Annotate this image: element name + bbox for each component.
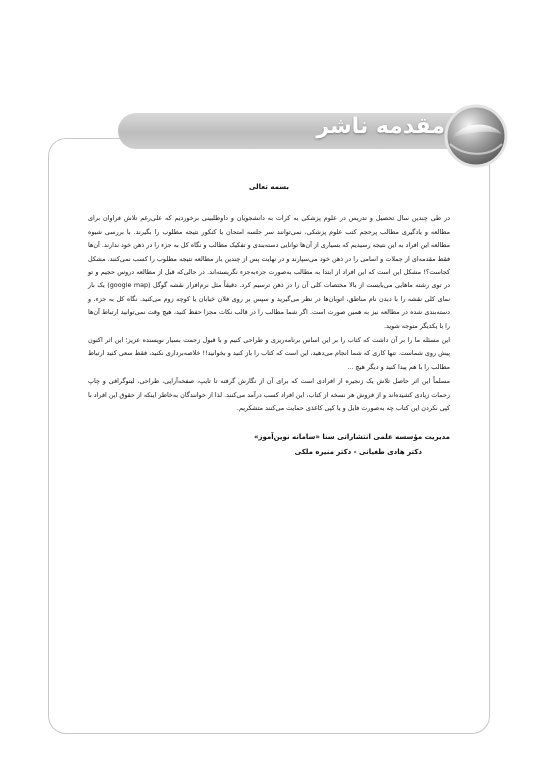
bismillah: بسمه تعالی xyxy=(248,183,290,191)
signature xyxy=(88,430,450,460)
signature-line-1: مدیریت مؤسسه علمی انتشاراتی سنا «سامانه نوین‌آموز» xyxy=(253,432,450,441)
paragraph-1: در طی چندین سال تحصیل و تدریس در علوم پزشکی به کرات به دانشجویان و داوطلبینی برخوردیم که علی‌رغم تلاش فراوان برای مطالعه و یادگیری مطالب پرحجم کتب علوم پزشکی، نمی‌توانند سر جلسه امتحان یا کنکور نتیجه مطلوب را بگیرند. با بررسی شیوه مطالعه این افراد به این نتیجه رسیدیم که بسیاری از آن‌ها توانایی دسته‌بندی و تفکیک مطالب و نگاه کل به جزء را در ذهن خود ندارند. آن‌ها فقط مقدمه‌ای از جملات و اسامی را در ذهن خود می‌سپارند و در نهایت پس از چندین بار مطالعه نتیجه مطلوب را کسب نمی‌کنند. مشکل کجاست؟! مشکل این است که این افراد از ابتدا به مطالب به‌صورت جزء‌به‌جزء نگریسته‌اند. در حالی‌که قبل از مطالعه دروس حجیم و تو در توی رشته ماهایی می‌بایست از بالا مختصات کلی آن را در ذهن ترسیم کرد. دقیقاً مثل نرم‌افزار نقشه گوگل (google map) یک بار نمای کلی نقشه را با دیدن نام مناطق، اتوبان‌ها در نظر می‌گیرید و سپس بر روی فلان خیابان یا کوچه زوم می‌کنید. نگاه کل به جزء، و دسته‌بندی شده در مطالعه نیز به همین صورت است. اگر شما مطالب را در قالب نکات مجزا حفظ کنید، هیچ وقت نمی‌توانید ارتباط آن‌ها را با یکدیگر متوجه شوید. xyxy=(88,214,451,330)
signature-line-2: دکتر هادی طغیانی - دکتر منیره ملکی xyxy=(294,447,422,456)
paragraph-3: مسلماً این اثر حاصل تلاش یک زنجیره از افرادی است که برای آن از نگارش گرفته تا تایپ، صفحه‌آرایی، طراحی، لیتوگرافی و چاپ زحمات زیادی کشیده‌اند و از فروش هر نسخه از کتاب، این افراد کسب درآمد می‌کنند. لذا از خوانندگان به‌خاطر اینکه از حقوق این افراد با کپی نکردن این کتاب چه به‌صورت فایل و یا کپی کاغذی حمایت می‌کنند متشکریم. xyxy=(88,377,450,413)
page-title: مقدمه ناشر xyxy=(316,114,445,139)
sphere-icon xyxy=(440,100,512,172)
preface-text xyxy=(88,175,450,715)
paragraph-2: این مسئله ما را بر آن داشت که کتاب را بر این اساس برنامه‌ریزی و طراحی کنیم و با قبول زحمت بسیار نویسنده عزیز؛ این اثر اکنون پیش روی شماست. تنها کاری که شما انجام می‌دهید، این است که کتاب را باز کنید و بخوانید!! خلاصه‌برداری نکنید، فقط سعی کنید ارتباط مطالب را با هم پیدا کنید و دیگر هیچ ... xyxy=(88,336,450,371)
